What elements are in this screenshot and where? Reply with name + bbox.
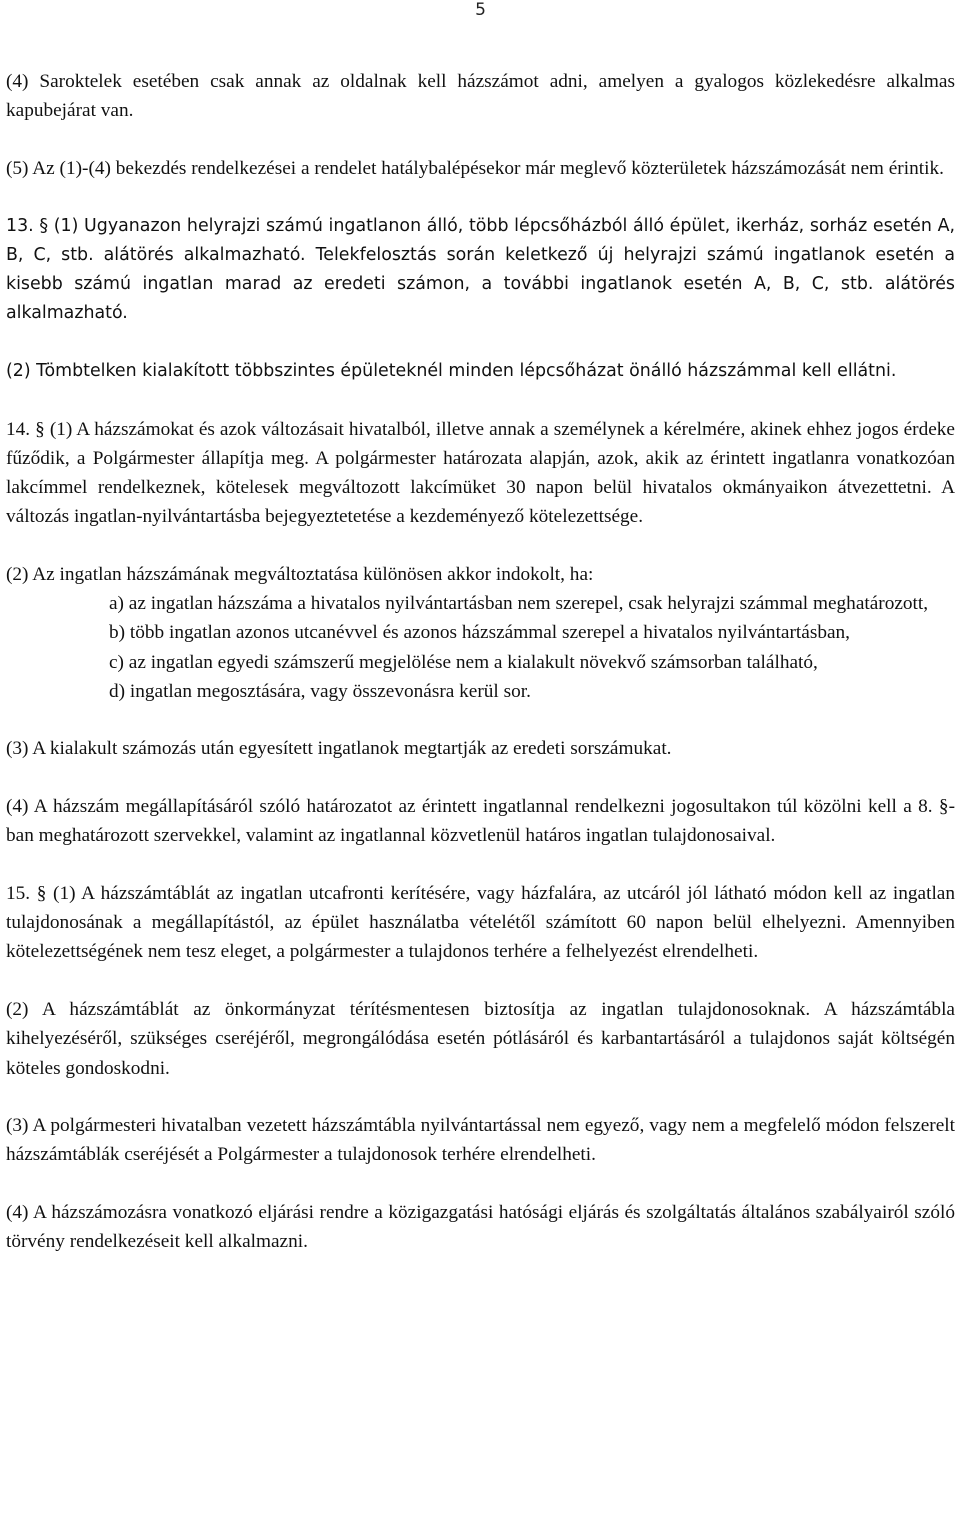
list-item-c: c) az ingatlan egyedi számszerű megjelölése nem a kialakult növekvő számsorban található, bbox=[109, 651, 818, 673]
paragraph-14-4: (4) A házszám megállapításáról szóló határozatot az érintett ingatlannal rendelkezni jogosultakon túl közölni kell a 8. §-ban meghatározott szervekkel, valamint az ingatlannal közvetlenül határos ingatlan tulajdonosaival. bbox=[6, 796, 955, 847]
paragraph-13-2: (2) Tömbtelken kialakított többszintes épületeknél minden lépcsőházat önálló házszámmal kell ellátni. bbox=[6, 360, 897, 381]
list-item-d: d) ingatlan megosztására, vagy összevonásra kerül sor. bbox=[109, 680, 531, 702]
paragraph-14-3: (3) A kialakult számozás után egyesített ingatlanok megtartják az eredeti sorszámukat. bbox=[6, 738, 672, 760]
paragraph-14-2-intro: (2) Az ingatlan házszámának megváltoztatása különösen akkor indokolt, ha: bbox=[6, 563, 594, 585]
paragraph-13-1 bbox=[6, 212, 955, 329]
paragraph-15-2: (2) A házszámtáblát az önkormányzat térítésmentesen biztosítja az ingatlan tulajdonosoknak. A házszámtábla kihelyezéséről, szükséges cseréjéről, megrongálódása esetén pótlásáról és karbantartásáról a tulajdonos saját költségén köteles gondoskodni. bbox=[6, 999, 955, 1079]
list-item-b: b) több ingatlan azonos utcanévvel és azonos házszámmal szerepel a hivatalos nyilvántartásban, bbox=[109, 622, 850, 644]
list-item-a: a) az ingatlan házszáma a hivatalos nyilvántartásban nem szerepel, csak helyrajzi számmal meghatározott, bbox=[109, 593, 929, 615]
paragraph-15-1: 15. § (1) A házszámtáblát az ingatlan utcafronti kerítésére, vagy házfalára, az utcáról jól látható módon kell az ingatlan tulajdonosának a megállapítástól, az épület használatba vételétől számított 60 napon belül elhelyezni. Amennyiben kötelezettségének nem tesz eleget, a polgármester a tulajdonos terhére a felhelyezést elrendelheti. bbox=[6, 883, 955, 963]
paragraph-14-1: 14. § (1) A házszámokat és azok változásait hivatalból, illetve annak a személynek a kérelmére, akinek ehhez jogos érdeke fűződik, a Polgármester állapítja meg. A polgármester határozata alapján, azok, akik az érintett ingatlanra vonatkozóan lakcímmel rendelkeznek, kötelesek megváltozott lakcímüket 30 napon belül hivatalos okmányaikon átvezettetni. A változás ingatlan-nyilvántartásba bejegyeztetetése a kezdeményező kötelezettsége. bbox=[6, 418, 955, 528]
paragraph-15-4: (4) A házszámozásra vonatkozó eljárási rendre a közigazgatási hatósági eljárás és szolgáltatás általános szabályairól szóló törvény rendelkezéseit kell alkalmazni. bbox=[6, 1202, 955, 1253]
paragraph-15-3: (3) A polgármesteri hivatalban vezetett házszámtábla nyilvántartással nem egyező, vagy nem a megfelelő módon felszerelt házszámtáblák cseréjését a Polgármester a tulajdonosok terhére elrendelheti. bbox=[6, 1115, 955, 1166]
paragraph-13-1-part-b: Telekfelosztás során keletkező új helyrajzi számú ingatlanok esetén a kisebb számú ingatlan marad az eredeti számon, a további ingatlanok esetén A, B, C, stb. alátörés alkalmazható. bbox=[6, 244, 955, 324]
paragraph-12-5: (5) Az (1)-(4) bekezdés rendelkezései a rendelet hatálybalépésekor már meglevő közterületek házszámozását nem érintik. bbox=[6, 157, 944, 179]
page-number: 5 bbox=[475, 0, 486, 20]
document-body bbox=[6, 67, 955, 1257]
paragraph-12-4: (4) Saroktelek esetében csak annak az oldalnak kell házszámot adni, amelyen a gyalogos közlekedésre alkalmas kapubejárat van. bbox=[6, 71, 955, 122]
condition-list bbox=[6, 589, 955, 706]
paragraph-13-1-part-a: 13. § (1) Ugyanazon helyrajzi számú ingatlanon álló, több lépcsőházból álló épület, ikerház, sorház esetén A, B, C, stb. alátörés alkalmazható. bbox=[6, 215, 955, 265]
